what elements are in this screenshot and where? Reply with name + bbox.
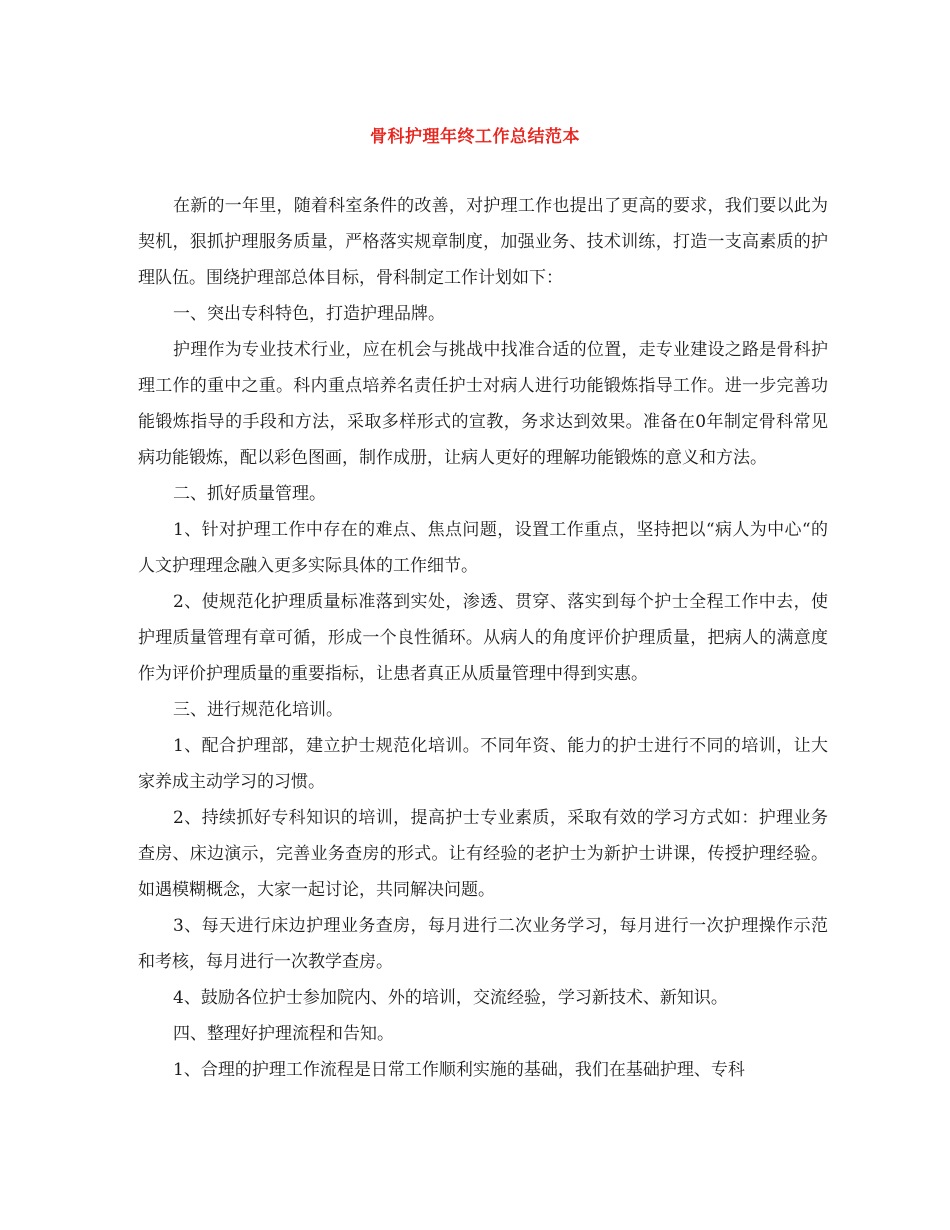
paragraph: 4、鼓励各位护士参加院内、外的培训，交流经验，学习新技术、新知识。 — [173, 988, 728, 1008]
paragraph: 2、使规范化护理质量标准落到实处，渗透、贯穿、落实到每个护士全程工作中去，使护理质量管理有章可循，形成一个良性循环。从病人的角度评价护理质量，把病人的满意度作为评价护理质量的重要指标，让患者真正从质量管理中得到实惠。 — [138, 592, 828, 684]
paragraph: 1、配合护理部，建立护士规范化培训。不同年资、能力的护士进行不同的培训，让大家养成主动学习的习惯。 — [138, 736, 828, 792]
paragraph: 2、持续抓好专科知识的培训，提高护士专业素质，采取有效的学习方式如：护理业务查房、床边演示，完善业务查房的形式。让有经验的老护士为新护士讲课，传授护理经验。如遇模糊概念，大家一起讨论，共同解决问题。 — [138, 808, 828, 900]
document-body — [138, 188, 828, 1088]
section-heading-3: 三、进行规范化培训。 — [173, 700, 343, 720]
paragraph: 1、合理的护理工作流程是日常工作顺利实施的基础，我们在基础护理、专科 — [173, 1060, 745, 1080]
paragraph: 3、每天进行床边护理业务查房，每月进行二次业务学习，每月进行一次护理操作示范和考核，每月进行一次教学查房。 — [138, 916, 828, 972]
paragraph: 护理作为专业技术行业，应在机会与挑战中找准合适的位置，走专业建设之路是骨科护理工作的重中之重。科内重点培养名责任护士对病人进行功能锻炼指导工作。进一步完善功能锻炼指导的手段和方法，采取多样形式的宣教，务求达到效果。准备在0年制定骨科常见病功能锻炼，配以彩色图画，制作成册，让病人更好的理解功能锻炼的意义和方法。 — [138, 340, 828, 468]
document-title: 骨科护理年终工作总结范本 — [370, 127, 580, 147]
section-heading-4: 四、整理好护理流程和告知。 — [173, 1024, 394, 1044]
paragraph: 1、针对护理工作中存在的难点、焦点问题，设置工作重点，坚持把以“病人为中心“的人文护理理念融入更多实际具体的工作细节。 — [138, 520, 828, 576]
section-heading-2: 二、抓好质量管理。 — [173, 484, 326, 504]
section-heading-1: 一、突出专科特色，打造护理品牌。 — [173, 304, 445, 324]
paragraph-intro: 在新的一年里，随着科室条件的改善，对护理工作也提出了更高的要求，我们要以此为契机，狠抓护理服务质量，严格落实规章制度，加强业务、技术训练，打造一支高素质的护理队伍。围绕护理部总体目标，骨科制定工作计划如下： — [138, 196, 828, 288]
